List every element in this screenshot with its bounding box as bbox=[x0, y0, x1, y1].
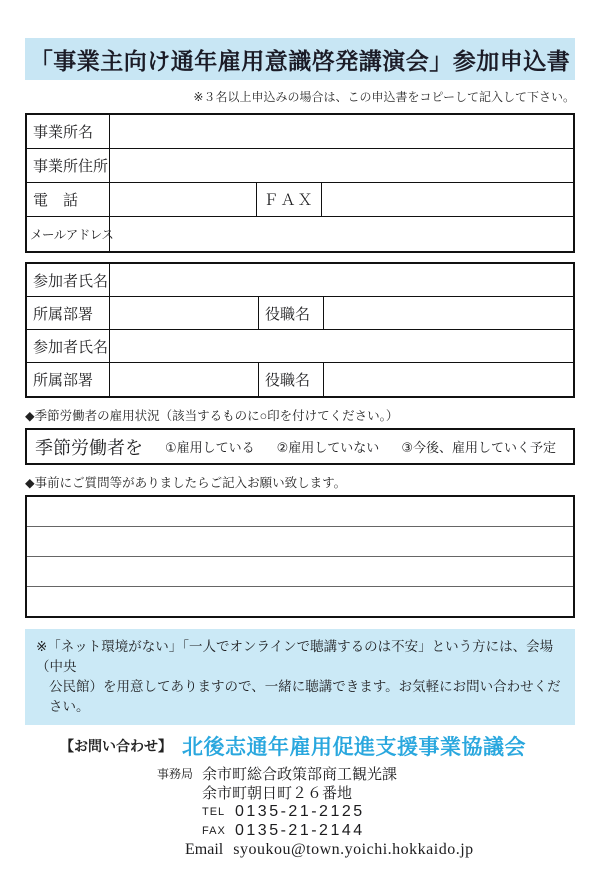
participant-name-label-2: 参加者氏名 bbox=[27, 330, 110, 363]
fax-field bbox=[322, 183, 573, 217]
phone-field bbox=[110, 183, 257, 217]
employment-subject: 季節労働者を bbox=[35, 437, 143, 458]
venue-note-line-2: 公民館）を用意してありますので、一緒に聴講できます。お気軽にお問い合わせください。 bbox=[49, 679, 561, 714]
employment-options-box bbox=[25, 428, 575, 465]
copy-instruction-note: ※３名以上申込みの場合は、この申込書をコピーして記入して下さい。 bbox=[193, 90, 575, 104]
page-title: 「事業主向け通年雇用意識啓発講演会」参加申込書 bbox=[29, 47, 571, 74]
venue-note-line-1: ※「ネット環境がない」「一人でオンラインで聴講するのは不安」という方には、会場（中央 bbox=[36, 639, 554, 674]
position-field-2 bbox=[324, 363, 573, 396]
questions-heading: ◆事前にご質問等がありましたらご記入お願い致します。 bbox=[25, 476, 347, 490]
address-text: 余市町朝日町２６番地 bbox=[202, 785, 353, 802]
email-label: Email bbox=[185, 840, 224, 858]
bureau-name: 余市町総合政策部商工観光課 bbox=[202, 766, 398, 783]
contact-details bbox=[157, 764, 600, 859]
application-form-page bbox=[0, 38, 600, 886]
employment-status-heading: ◆季節労働者の雇用状況（該当するものに○印を付けてください。） bbox=[25, 409, 399, 423]
question-line bbox=[27, 587, 573, 616]
mail-address-label: メールアドレス bbox=[27, 217, 110, 251]
organization-name: 北後志通年雇用促進支援事業協議会 bbox=[182, 736, 526, 759]
address-row bbox=[157, 783, 600, 802]
fax-label: ＦＡＸ bbox=[257, 183, 322, 217]
email-row bbox=[157, 840, 600, 859]
contact-label: 【お問い合わせ】 bbox=[60, 738, 172, 754]
department-field-1 bbox=[110, 297, 259, 330]
participant-name-label-1: 参加者氏名 bbox=[27, 264, 110, 297]
bureau-row bbox=[157, 764, 600, 783]
position-label-1: 役職名 bbox=[259, 297, 324, 330]
phone-label: 電 話 bbox=[27, 183, 110, 217]
tel-row bbox=[157, 802, 600, 821]
participant-name-field-2 bbox=[110, 330, 573, 363]
employment-option-1: ①雇用している bbox=[165, 440, 255, 455]
questions-entry-box bbox=[25, 495, 575, 618]
department-field-2 bbox=[110, 363, 259, 396]
fax-row bbox=[157, 821, 600, 840]
participant-name-field-1 bbox=[110, 264, 573, 297]
office-address-label: 事業所住所 bbox=[27, 149, 110, 183]
venue-note-box bbox=[25, 629, 575, 725]
position-field-1 bbox=[324, 297, 573, 330]
tel-label: TEL bbox=[202, 805, 226, 818]
email-address: syoukou@town.yoichi.hokkaido.jp bbox=[233, 840, 474, 858]
office-address-field bbox=[110, 149, 573, 183]
question-line bbox=[27, 557, 573, 587]
office-name-label: 事業所名 bbox=[27, 115, 110, 149]
department-label-1: 所属部署 bbox=[27, 297, 110, 330]
employment-option-2: ②雇用していない bbox=[276, 440, 380, 455]
fax-contact-label: FAX bbox=[202, 824, 226, 837]
employment-option-3: ③今後、雇用していく予定 bbox=[401, 440, 556, 455]
participants-table bbox=[25, 262, 575, 398]
mail-address-field bbox=[110, 217, 573, 251]
contact-header bbox=[60, 731, 600, 761]
position-label-2: 役職名 bbox=[259, 363, 324, 396]
bureau-label: 事務局 bbox=[157, 767, 194, 781]
department-label-2: 所属部署 bbox=[27, 363, 110, 396]
question-line bbox=[27, 527, 573, 557]
question-line bbox=[27, 497, 573, 527]
office-name-field bbox=[110, 115, 573, 149]
title-banner bbox=[25, 38, 575, 80]
fax-number: 0135-21-2144 bbox=[235, 821, 365, 839]
office-info-table bbox=[25, 113, 575, 253]
tel-number: 0135-21-2125 bbox=[235, 802, 365, 820]
